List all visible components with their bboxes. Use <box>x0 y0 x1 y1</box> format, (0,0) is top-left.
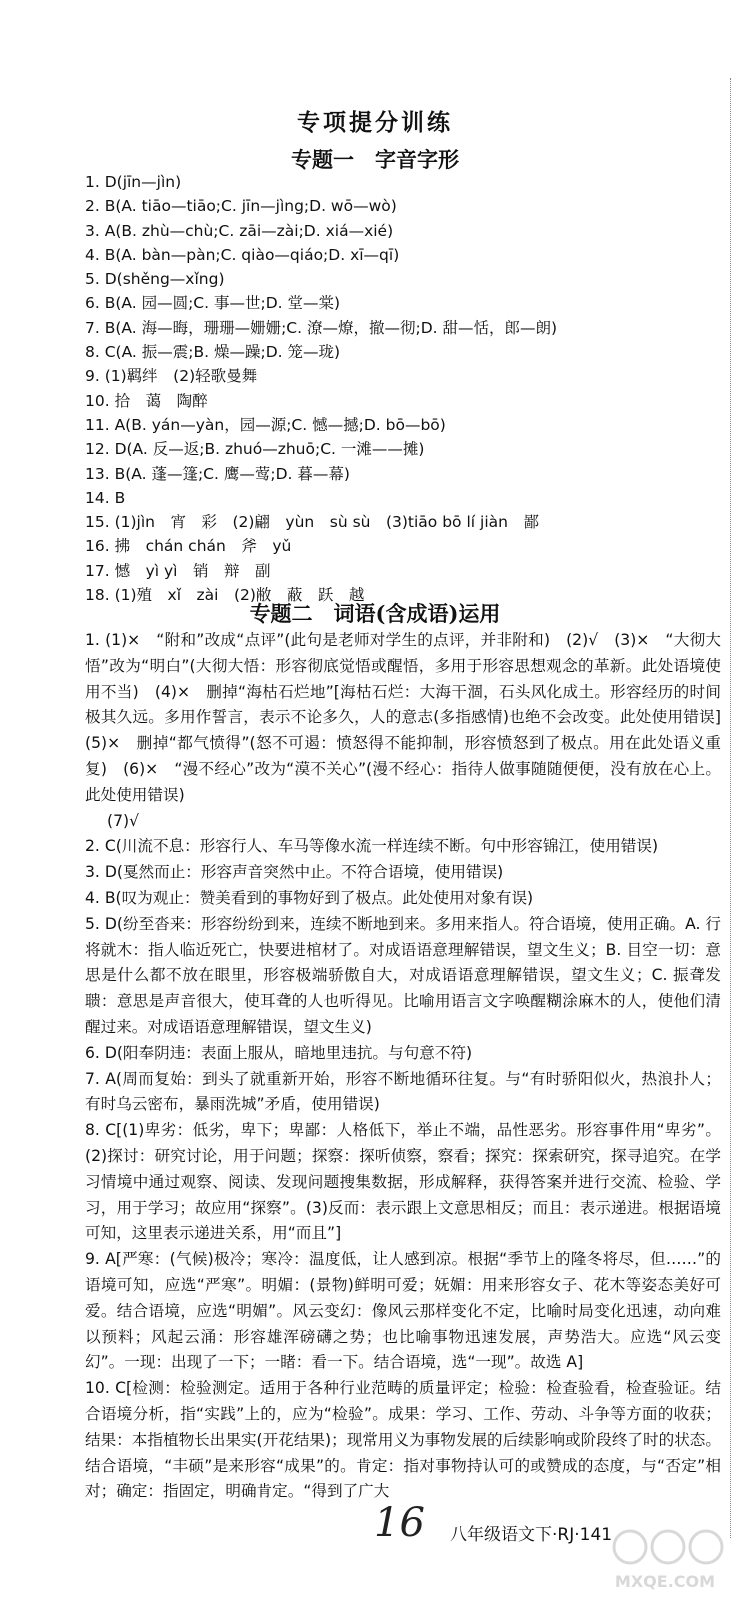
page-title: 专项提分训练 <box>297 109 453 136</box>
section2-answer-list <box>85 628 737 1505</box>
section-heading-1: 专题一 字音字形 <box>291 147 459 172</box>
answer-line: 6. B(A. 园—圆;C. 事—世;D. 堂—棠) <box>85 294 341 313</box>
answer-line: 3. A(B. zhù—chù;C. zāi—zài;D. xiá—xié) <box>85 221 394 240</box>
answer-line: 10. 拾 蔼 陶醉 <box>85 391 208 410</box>
answer-item: 3. D(戛然而止：形容声音突然中止。不符合语境，使用错误) <box>85 863 504 882</box>
footer-label: 八年级语文下·RJ·141 <box>450 1525 613 1545</box>
binding-dotted-line <box>730 78 731 1538</box>
answer-line: 7. B(A. 海—晦，珊珊—姗姗;C. 潦—燎，撤—彻;D. 甜—恬，郎—朗) <box>85 318 558 337</box>
answer-line: 15. (1)jìn 宵 彩 (2)翩 yùn sù sù (3)tiāo bō lí jiàn 鄙 <box>85 513 539 532</box>
answer-item: 6. D(阳奉阴违：表面上服从，暗地里违抗。与句意不符) <box>85 1043 473 1062</box>
answer-item: 5. D(纷至沓来：形容纷纷到来，连续不断地到来。多用来指人。符合语境，使用正确。A. 行将就木：指人临近死亡，快要进棺材了。对成语语意理解错误，望文生义；B. 目空一切：意思是什么都不放在眼里，形容极端骄傲自大，对成语语意理解错误，望文生义；C. 振聋发聩：意思是声音很大，使耳聋的人也听得见。比喻用语言文字唤醒糊涂麻木的人，使他们清醒过来。对成语语意理解错误，望文生义) <box>85 914 721 1036</box>
watermark-text: MXQE.COM <box>614 1572 716 1591</box>
answer-line: 4. B(A. bàn—pàn;C. qiào—qiáo;D. xī—qī) <box>85 245 400 264</box>
section-heading-2: 专题二 词语(含成语)运用 <box>249 601 501 626</box>
answer-line: 12. D(A. 反—返;B. zhuó—zhuō;C. 一滩——摊) <box>85 440 425 459</box>
answer-line: 11. A(B. yán—yàn，园—源;C. 憾—撼;D. bō—bō) <box>85 415 446 434</box>
answer-item: 2. C(川流不息：形容行人、车马等像水流一样连续不断。句中形容锦江，使用错误) <box>85 837 659 856</box>
handwritten-page-number: 16 <box>374 1500 425 1546</box>
answer-line: 13. B(A. 蓬—篷;C. 鹰—莺;D. 暮—幕) <box>85 464 350 483</box>
answer-line: 8. C(A. 振—震;B. 燥—躁;D. 笼—珑) <box>85 343 341 362</box>
answer-item: 9. A[严寒：(气候)极冷；寒冷：温度低，让人感到凉。根据“季节上的隆冬将尽，但……”的语境可知，应选“严寒”。明媚：(景物)鲜明可爱；妩媚：用来形容女子、花木等姿态美好可爱。结合语境，应选“明媚”。风云变幻：像风云那样变化不定，比喻时局变化迅速，动向难以预料；风起云涌：形容雄浑磅礴之势；也比喻事物迅速发展，声势浩大。应选“风云变幻”。一现：出现了一下；一睹：看一下。结合语境，选“一现”。故选 A] <box>85 1250 721 1372</box>
watermark-logo <box>590 1525 740 1595</box>
answer-item: 10. C[检测：检验测定。适用于各种行业范畴的质量评定；检验：检查验看，检查验证。结合语境分析，指“实践”上的，应为“检验”。成果：学习、工作、劳动、斗争等方面的收获；结果：本指植物长出果实(开花结果)；现常用义为事物发展的后续影响或阶段终了时的状态。结合语境，“丰硕”是来形容“成果”的。肯定：指对事物持认可的或赞成的态度，与“否定”相对；确定：指固定，明确肯定。“得到了广大 <box>85 1379 721 1501</box>
answer-item: 7. A(周而复始：到头了就重新开始，形容不断地循环往复。与“有时骄阳似火，热浪扑人；有时乌云密布，暴雨洗城”矛盾，使用错误) <box>85 1069 721 1114</box>
answer-item: 8. C[(1)卑劣：低劣，卑下；卑鄙：人格低下，举止不端，品性恶劣。形容事件用“卑劣”。(2)探讨：研究讨论，用于问题；探察：探听侦察，察看；探究：探索研究，探寻追究。在学习情境中通过观察、阅读、发现问题搜集数据，形成解释，获得答案并进行交流、检验、学习，用于学习；故应用“探察”。(3)反而：表示跟上文意思相反；而且：表示递进。根据语境可知，这里表示递进关系，用“而且”] <box>85 1121 721 1243</box>
section1-answer-list <box>85 170 725 607</box>
answer-item: 4. B(叹为观止：赞美看到的事物好到了极点。此处使用对象有误) <box>85 888 534 907</box>
answer-line: 18. (1)殖 xǐ zài (2)敝 蔽 跃 越 <box>85 586 365 605</box>
answer-line: 2. B(A. tiāo—tiāo;C. jīn—jìng;D. wō—wò) <box>85 197 397 216</box>
answer-item: (7)√ <box>107 811 140 830</box>
answer-line: 16. 拂 chán chán 斧 yǔ <box>85 537 292 556</box>
answer-line: 1. D(jīn—jìn) <box>85 173 182 191</box>
answer-line: 9. (1)羁绊 (2)轻歌曼舞 <box>85 367 258 386</box>
answer-line: 17. 憾 yì yì 销 辩 副 <box>85 561 271 580</box>
answer-line: 14. B <box>85 488 126 507</box>
answer-line: 5. D(shěng—xǐng) <box>85 270 225 289</box>
answer-item: 1. (1)× “附和”改成“点评”(此句是老师对学生的点评，并非附和) (2)√ (3)× “大彻大悟”改为“明白”(大彻大悟：形容彻底觉悟或醒悟，多用于形容思想观念的革新。此处语境使用不当) (4)× 删掉“海枯石烂地”[海枯石烂：大海干涸，石头风化成土。形容经历的时间极其久远。多用作誓言，表示不论多久，人的意志(多指感情)也绝不会改变。此处使用错误] (5)× 删掉“都气愤得”(怒不可遏：愤怒得不能抑制，形容愤怒到了极点。用在此处语义重复) (6)× “漫不经心”改为“漠不关心”(漫不经心：指待人做事随随便便，没有放在心上。此处使用错误) <box>85 631 737 804</box>
